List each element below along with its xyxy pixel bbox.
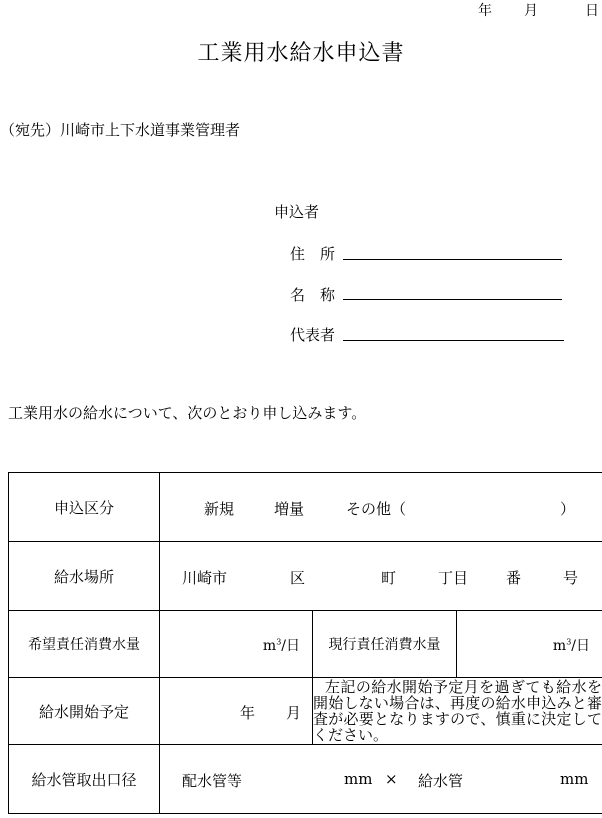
address-field[interactable] (343, 259, 562, 260)
start-schedule-cell[interactable] (160, 678, 313, 745)
current-volume-unit: $m^3/$日 (552, 637, 591, 654)
option-new[interactable]: 新規 (204, 500, 235, 518)
desired-volume-label: 希望責任消費水量 (9, 611, 160, 678)
representative-field[interactable] (343, 340, 564, 341)
addressee: （宛先）川崎市上下水道事業管理者 (0, 121, 241, 139)
table-row-start-schedule (9, 678, 602, 745)
start-year-label: 年 (240, 704, 256, 722)
location-city: 川崎市 (182, 569, 228, 587)
option-increase[interactable]: 増量 (274, 500, 305, 518)
location-go: 号 (563, 569, 579, 587)
location-ward: 区 (290, 569, 306, 587)
main-pipe-unit: mm (344, 770, 373, 788)
table-row-application-type (9, 473, 602, 542)
date-month-label: 月 (524, 3, 538, 19)
table-row-volume (9, 611, 602, 678)
table-row-supply-location (9, 542, 602, 611)
applicant-label: 申込者 (274, 203, 320, 221)
desired-volume-unit: $m^3/$日 (262, 637, 300, 654)
start-schedule-note: 左記の給水開始予定月を過ぎても給水を開始しない場合は、再度の給水申込みと審査が必要となりますので、慎重に決定してください。 (313, 678, 602, 744)
application-form-table (8, 472, 602, 814)
desired-volume-cell[interactable] (160, 611, 313, 678)
application-type-label: 申込区分 (9, 473, 160, 542)
name-label: 名 称 (290, 286, 336, 304)
location-chome: 丁目 (438, 569, 469, 587)
location-town: 町 (381, 569, 397, 587)
date-year-label: 年 (478, 3, 492, 19)
address-label: 住 所 (290, 245, 336, 263)
service-pipe-label: 給水管 (418, 772, 464, 790)
application-type-cell[interactable] (160, 473, 602, 542)
start-schedule-label: 給水開始予定 (9, 678, 160, 745)
current-volume-cell[interactable] (457, 611, 602, 678)
application-statement: 工業用水の給水について、次のとおり申し込みます。 (8, 404, 367, 422)
option-other[interactable]: その他（ (346, 500, 407, 518)
page-title: 工業用水給水申込書 (197, 41, 405, 66)
table-row-pipe-diameter (9, 745, 602, 814)
start-month-label: 月 (286, 704, 302, 722)
pipe-diameter-label: 給水管取出口径 (9, 745, 160, 814)
main-pipe-label: 配水管等 (182, 772, 243, 790)
current-volume-label: 現行責任消費水量 (313, 611, 457, 678)
service-pipe-unit: mm (560, 770, 589, 788)
location-ban: 番 (506, 569, 522, 587)
representative-label: 代表者 (290, 326, 336, 344)
times-sign: × (385, 770, 398, 788)
name-field[interactable] (343, 299, 562, 300)
supply-location-label: 給水場所 (9, 542, 160, 611)
supply-location-cell[interactable] (160, 542, 602, 611)
option-other-close: ） (560, 500, 576, 518)
pipe-diameter-cell[interactable] (160, 745, 602, 814)
date-day-label: 日 (585, 3, 599, 19)
